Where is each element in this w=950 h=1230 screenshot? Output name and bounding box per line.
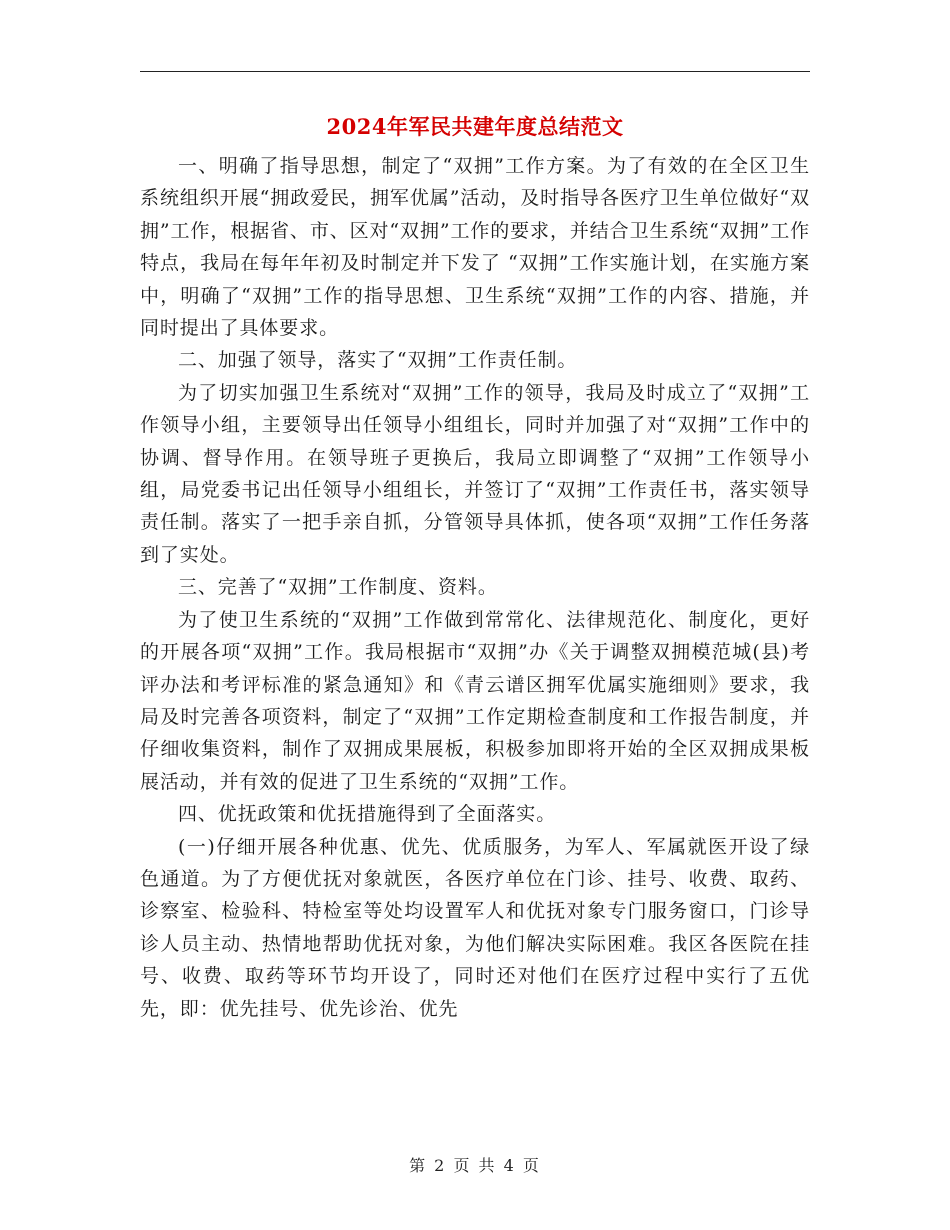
document-title: 2024年军民共建年度总结范文 — [326, 114, 624, 139]
paragraph: 为了切实加强卫生系统对“双拥”工作的领导，我局及时成立了“双拥”工作领导小组，主要领导出任领导小组组长，同时并加强了对“双拥”工作中的协调、督导作用。在领导班子更换后，我局立即调整了“双拥”工作领导小组，局党委书记出任领导小组组长，并签订了“双拥”工作责任书，落实领导责任制。落实了一把手亲自抓，分管领导具体抓，使各项“双拥”工作任务落到了实处。 — [140, 381, 810, 566]
section-heading: 三、完善了“双拥”工作制度、资料。 — [178, 576, 498, 599]
paragraph: 为了使卫生系统的“双拥”工作做到常常化、法律规范化、制度化，更好的开展各项“双拥”工作。我局根据市“双拥”办《关于调整双拥模范城(县)考评办法和考评标准的紧急通知》和《青云谱区拥军优属实施细则》要求，我局及时完善各项资料，制定了“双拥”工作定期检查制度和工作报告制度，并仔细收集资料，制作了双拥成果展板，积极参加即将开始的全区双拥成果板展活动，并有效的促进了卫生系统的“双拥”工作。 — [140, 608, 810, 793]
section-heading: 四、优抚政策和优抚措施得到了全面落实。 — [178, 803, 557, 826]
header-rule — [140, 71, 810, 72]
document-body — [140, 150, 810, 1025]
section-heading: 二、加强了领导，落实了“双拥”工作责任制。 — [178, 349, 578, 372]
paragraph: 一、明确了指导思想，制定了“双拥”工作方案。为了有效的在全区卫生系统组织开展“拥政爱民，拥军优属”活动，及时指导各医疗卫生单位做好“双拥”工作，根据省、市、区对“双拥”工作的要求，并结合卫生系统“双拥”工作特点，我局在每年年初及时制定并下发了 “双拥”工作实施计划，在实施方案中，明确了“双拥”工作的指导思想、卫生系统“双拥”工作的内容、措施，并同时提出了具体要求。 — [140, 155, 810, 340]
paragraph: (一)仔细开展各种优惠、优先、优质服务，为军人、军属就医开设了绿色通道。为了方便优抚对象就医，各医疗单位在门诊、挂号、收费、取药、诊察室、检验科、特检室等处均设置军人和优抚对象专门服务窗口，门诊导诊人员主动、热情地帮助优抚对象，为他们解决实际困难。我区各医院在挂号、收费、取药等环节均开设了，同时还对他们在医疗过程中实行了五优先，即：优先挂号、优先诊治、优先 — [140, 835, 810, 1020]
page-number-footer: 第 2 页 共 4 页 — [409, 1156, 541, 1175]
